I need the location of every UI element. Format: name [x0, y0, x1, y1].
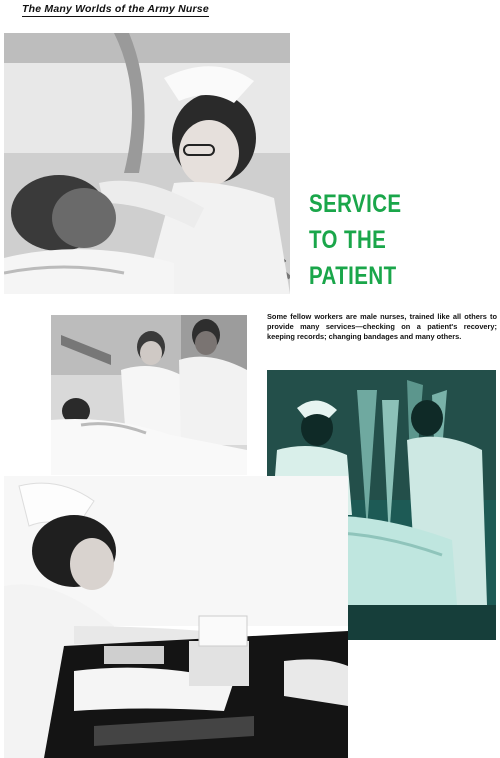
- headline-line-1: SERVICE: [309, 190, 402, 218]
- caption-text: Some fellow workers are male nurses, trained like all others to provide many services—checking on a patient's recovery; keeping records; changing bandages and many others.: [267, 312, 497, 342]
- page-header: The Many Worlds of the Army Nurse: [22, 3, 209, 15]
- headline-line-3: PATIENT: [309, 262, 397, 290]
- headline: [309, 186, 402, 294]
- headline-line-2: TO THE: [309, 226, 387, 254]
- nurse-keeping-records-photo: [4, 476, 348, 758]
- nurse-with-patient-photo: [4, 33, 290, 294]
- male-nurses-at-bedside-photo: [51, 315, 247, 475]
